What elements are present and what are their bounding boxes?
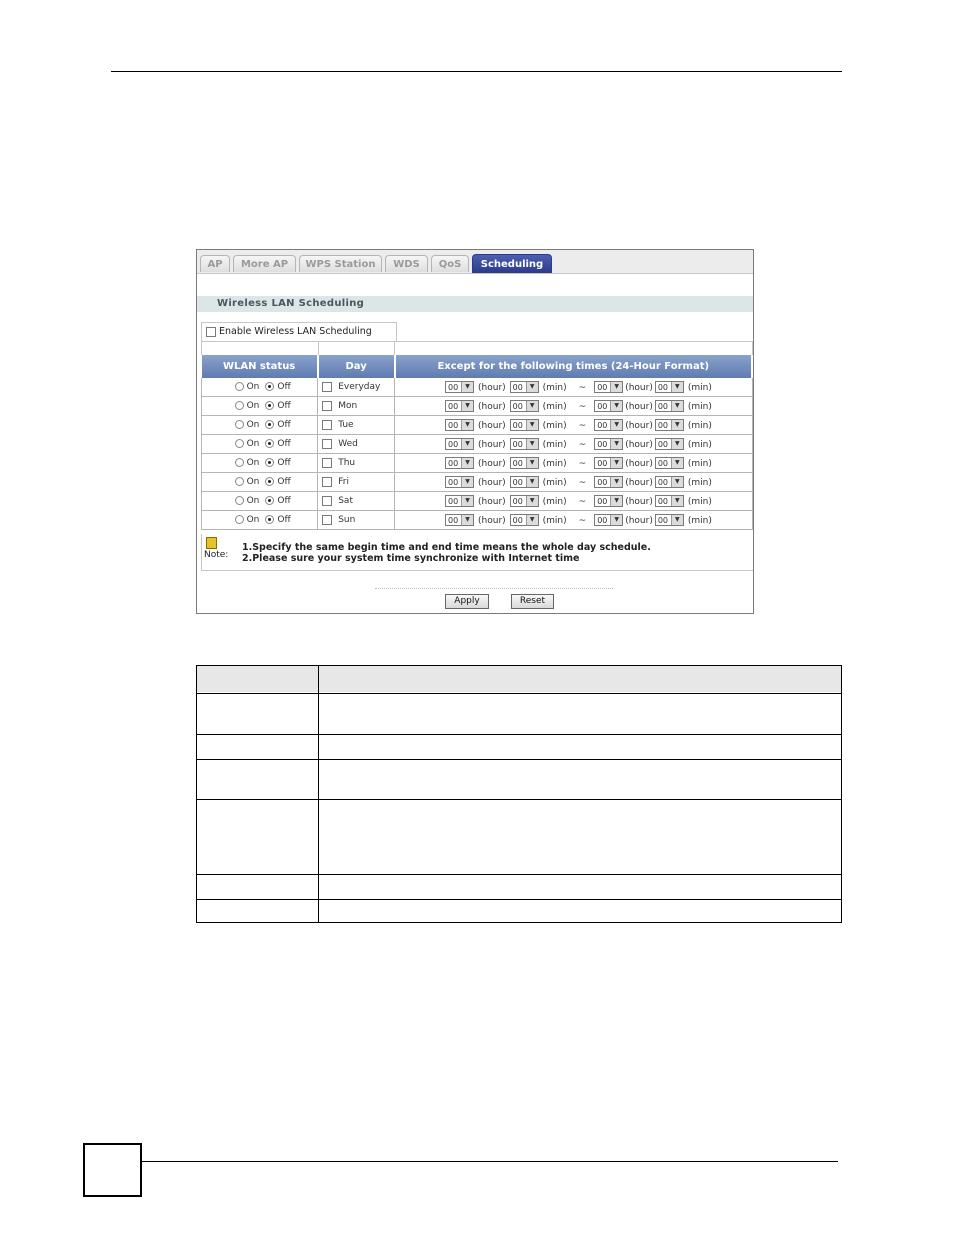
wlan-status-cell (202, 492, 318, 511)
hour-unit: (hour) (625, 439, 653, 450)
start-min-select[interactable]: 00 ▼ (510, 381, 539, 393)
radio-off[interactable] (265, 458, 274, 467)
end-hour-select[interactable]: 00 ▼ (594, 419, 623, 431)
tab-more-ap[interactable]: More AP (233, 255, 296, 272)
scheduling-screenshot (196, 249, 754, 614)
radio-on[interactable] (235, 515, 244, 524)
tilde: ~ (578, 401, 587, 412)
hour-unit: (hour) (478, 439, 506, 450)
hour-unit: (hour) (625, 382, 653, 393)
wlan-status-cell (202, 397, 318, 416)
radio-off-label: Off (277, 458, 291, 468)
radio-off[interactable] (265, 496, 274, 505)
radio-on[interactable] (235, 420, 244, 429)
tilde: ~ (578, 496, 587, 507)
start-hour-select[interactable]: 00 ▼ (445, 514, 474, 526)
divider (375, 588, 613, 589)
end-hour-select[interactable]: 00 ▼ (594, 457, 623, 469)
start-min-select[interactable]: 00 ▼ (510, 495, 539, 507)
hour-unit: (hour) (625, 515, 653, 526)
radio-off-label: Off (277, 496, 291, 506)
start-min-select[interactable]: 00 ▼ (510, 457, 539, 469)
day-checkbox[interactable] (322, 458, 332, 468)
apply-button[interactable]: Apply (445, 594, 489, 609)
radio-off[interactable] (265, 420, 274, 429)
schedule-row (202, 416, 753, 435)
wlan-status-cell (202, 435, 318, 454)
end-min-select[interactable]: 00 ▼ (655, 400, 684, 412)
hour-unit: (hour) (625, 420, 653, 431)
start-min-select[interactable]: 00 ▼ (510, 514, 539, 526)
page-number-box (83, 1143, 142, 1197)
table-row (197, 874, 841, 875)
tilde: ~ (578, 515, 587, 526)
hour-unit: (hour) (625, 458, 653, 469)
radio-on[interactable] (235, 477, 244, 486)
time-cell (395, 435, 752, 454)
hour-unit: (hour) (478, 458, 506, 469)
end-hour-select[interactable]: 00 ▼ (594, 381, 623, 393)
radio-on-label: On (246, 382, 260, 392)
radio-on-label: On (246, 439, 260, 449)
day-cell (318, 378, 395, 397)
day-label: Thu (338, 458, 356, 469)
day-label: Sun (338, 515, 356, 526)
end-hour-select[interactable]: 00 ▼ (594, 438, 623, 450)
table-row (197, 899, 841, 900)
day-cell (318, 435, 395, 454)
wlan-status-cell (202, 416, 318, 435)
min-unit: (min) (542, 401, 567, 412)
radio-off-label: Off (277, 477, 291, 487)
start-hour-select[interactable]: 00 ▼ (445, 381, 474, 393)
min-unit: (min) (687, 477, 712, 488)
enable-scheduling-label: Enable Wireless LAN Scheduling (219, 326, 372, 337)
day-cell (318, 473, 395, 492)
radio-on[interactable] (235, 439, 244, 448)
note-label: Note: (204, 550, 229, 560)
hour-unit: (hour) (478, 496, 506, 507)
schedule-row (202, 397, 753, 416)
end-min-select[interactable]: 00 ▼ (655, 457, 684, 469)
footer-rule (141, 1161, 838, 1162)
radio-off-label: Off (277, 401, 291, 411)
radio-off[interactable] (265, 515, 274, 524)
end-min-select[interactable]: 00 ▼ (655, 514, 684, 526)
schedule-row (202, 511, 753, 530)
min-unit: (min) (687, 496, 712, 507)
section-header (197, 296, 753, 312)
radio-on-label: On (246, 496, 260, 506)
hour-unit: (hour) (625, 477, 653, 488)
wlan-status-cell (202, 378, 318, 397)
note-icon (206, 537, 217, 549)
table-row (197, 693, 841, 694)
start-min-select[interactable]: 00 ▼ (510, 476, 539, 488)
min-unit: (min) (687, 401, 712, 412)
min-unit: (min) (687, 420, 712, 431)
day-label: Tue (338, 420, 354, 431)
radio-off[interactable] (265, 439, 274, 448)
min-unit: (min) (542, 420, 567, 431)
reset-button[interactable]: Reset (511, 594, 554, 609)
hour-unit: (hour) (625, 401, 653, 412)
radio-on-label: On (246, 401, 260, 411)
tab-wps-station[interactable]: WPS Station (299, 255, 382, 272)
end-min-select[interactable]: 00 ▼ (655, 419, 684, 431)
min-unit: (min) (542, 496, 567, 507)
enable-scheduling-checkbox[interactable] (206, 327, 216, 337)
time-cell (395, 492, 752, 511)
day-label: Wed (338, 439, 358, 450)
time-cell (395, 378, 752, 397)
start-hour-select[interactable]: 00 ▼ (445, 438, 474, 450)
tilde: ~ (578, 439, 587, 450)
schedule-row (202, 454, 753, 473)
time-cell (395, 397, 752, 416)
wlan-status-cell (202, 473, 318, 492)
enable-scheduling-row (201, 322, 397, 341)
day-cell (318, 511, 395, 530)
tab-ap[interactable]: AP (200, 255, 230, 272)
wlan-status-cell (202, 511, 318, 530)
spacer-row (201, 341, 753, 355)
schedule-row (202, 492, 753, 511)
col-wlan-status: WLAN status (202, 355, 318, 378)
day-checkbox[interactable] (322, 439, 332, 449)
day-checkbox[interactable] (322, 515, 332, 525)
radio-off[interactable] (265, 401, 274, 410)
day-checkbox[interactable] (322, 401, 332, 411)
tab-scheduling[interactable]: Scheduling (472, 254, 552, 273)
start-min-select[interactable]: 00 ▼ (510, 438, 539, 450)
schedule-row (202, 435, 753, 454)
day-cell (318, 397, 395, 416)
end-hour-select[interactable]: 00 ▼ (594, 476, 623, 488)
start-hour-select[interactable]: 00 ▼ (445, 400, 474, 412)
radio-off-label: Off (277, 515, 291, 525)
schedule-row (202, 473, 753, 492)
day-label: Fri (338, 477, 349, 488)
min-unit: (min) (542, 382, 567, 393)
min-unit: (min) (542, 477, 567, 488)
radio-off[interactable] (265, 382, 274, 391)
end-hour-select[interactable]: 00 ▼ (594, 514, 623, 526)
table-row (197, 799, 841, 800)
time-cell (395, 454, 752, 473)
day-checkbox[interactable] (322, 496, 332, 506)
min-unit: (min) (542, 458, 567, 469)
radio-on[interactable] (235, 496, 244, 505)
start-hour-select[interactable]: 00 ▼ (445, 457, 474, 469)
description-table-header (197, 666, 841, 692)
hour-unit: (hour) (478, 382, 506, 393)
schedule-table (201, 355, 753, 530)
radio-on[interactable] (235, 382, 244, 391)
tilde: ~ (578, 477, 587, 488)
radio-on-label: On (246, 420, 260, 430)
note-line-2: 2.Please sure your system time synchronize with Internet time (242, 553, 580, 564)
tab-bar (197, 250, 753, 274)
hour-unit: (hour) (478, 401, 506, 412)
end-min-select[interactable]: 00 ▼ (655, 381, 684, 393)
start-min-select[interactable]: 00 ▼ (510, 419, 539, 431)
radio-on-label: On (246, 515, 260, 525)
note-box (201, 534, 753, 571)
hour-unit: (hour) (478, 515, 506, 526)
radio-off-label: Off (277, 420, 291, 430)
radio-off[interactable] (265, 477, 274, 486)
start-hour-select[interactable]: 00 ▼ (445, 419, 474, 431)
tilde: ~ (578, 382, 587, 393)
min-unit: (min) (687, 382, 712, 393)
col-times: Except for the following times (24-Hour Format) (395, 355, 752, 378)
note-line-1: 1.Specify the same begin time and end time means the whole day schedule. (242, 542, 651, 553)
day-checkbox[interactable] (322, 477, 332, 487)
hour-unit: (hour) (478, 420, 506, 431)
radio-on-label: On (246, 458, 260, 468)
day-cell (318, 492, 395, 511)
tilde: ~ (578, 458, 587, 469)
section-title: Wireless LAN Scheduling (217, 298, 365, 309)
day-label: Sat (338, 496, 353, 507)
wlan-status-cell (202, 454, 318, 473)
radio-off-label: Off (277, 439, 291, 449)
table-row (197, 734, 841, 735)
start-hour-select[interactable]: 00 ▼ (445, 476, 474, 488)
hour-unit: (hour) (478, 477, 506, 488)
schedule-row (202, 378, 753, 397)
min-unit: (min) (542, 515, 567, 526)
day-cell (318, 454, 395, 473)
description-table (196, 665, 842, 923)
end-min-select[interactable]: 00 ▼ (655, 476, 684, 488)
min-unit: (min) (542, 439, 567, 450)
day-cell (318, 416, 395, 435)
day-checkbox[interactable] (322, 420, 332, 430)
time-cell (395, 511, 752, 530)
time-cell (395, 473, 752, 492)
day-label: Everyday (338, 382, 381, 393)
day-checkbox[interactable] (322, 382, 332, 392)
column-divider (318, 666, 319, 922)
min-unit: (min) (687, 458, 712, 469)
end-hour-select[interactable]: 00 ▼ (594, 495, 623, 507)
col-day: Day (318, 355, 395, 378)
tab-qos[interactable]: QoS (431, 255, 469, 272)
start-min-select[interactable]: 00 ▼ (510, 400, 539, 412)
radio-off-label: Off (277, 382, 291, 392)
min-unit: (min) (687, 439, 712, 450)
time-cell (395, 416, 752, 435)
start-hour-select[interactable]: 00 ▼ (445, 495, 474, 507)
day-label: Mon (338, 401, 358, 412)
hour-unit: (hour) (625, 496, 653, 507)
radio-on-label: On (246, 477, 260, 487)
tab-wds[interactable]: WDS (385, 255, 428, 272)
table-row (197, 759, 841, 760)
radio-on[interactable] (235, 458, 244, 467)
tilde: ~ (578, 420, 587, 431)
end-min-select[interactable]: 00 ▼ (655, 495, 684, 507)
end-min-select[interactable]: 00 ▼ (655, 438, 684, 450)
header-rule (111, 71, 842, 72)
radio-on[interactable] (235, 401, 244, 410)
end-hour-select[interactable]: 00 ▼ (594, 400, 623, 412)
min-unit: (min) (687, 515, 712, 526)
